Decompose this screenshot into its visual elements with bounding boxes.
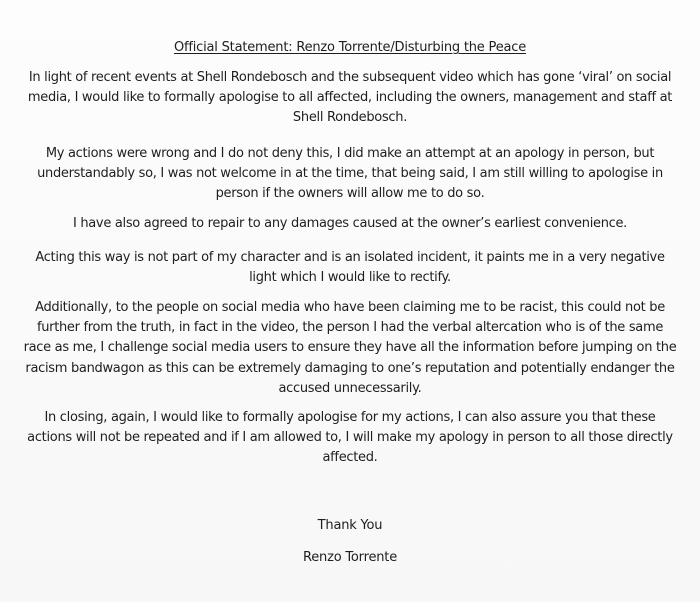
closing-thank-you: Thank You: [317, 518, 383, 533]
paragraph-racism-claims: Additionally, to the people on social media who have been claiming me to be racist, this could not be further from the truth, in fact in the video, the person I had the verbal altercation who is of the same race as me, I challenge social media users to ensure they have all the information before jumping on the racism bandwagon as this can be extremely damaging to one’s reputation and potentially endanger the accused unnecessarily.: [23, 300, 677, 396]
paragraph-actions-wrong: My actions were wrong and I do not deny this, I did make an attempt at an apology in person, but understandably so, I was not welcome in at the time, that being said, I am still willing to apologise in person if the owners will allow me to do so.: [37, 146, 663, 202]
paragraph-apology-intro: In light of recent events at Shell Rondebosch and the subsequent video which has gone ‘viral’ on social media, I would like to formally apologise to all affected, including the owners, management and staff at Shell Rondebosch.: [27, 70, 673, 126]
signature-name: Renzo Torrente: [303, 550, 397, 565]
paragraph-closing: In closing, again, I would like to formally apologise for my actions, I can also assure you that these actions will not be repeated and if I am allowed to, I will make my apology in person to all those directly affected.: [27, 410, 673, 466]
paragraph-character: Acting this way is not part of my character and is an isolated incident, it paints me in a very negative light which I would like to rectify.: [35, 250, 665, 286]
paragraph-repair-damages: I have also agreed to repair to any damages caused at the owner’s earliest convenience.: [72, 216, 628, 231]
statement-title: Official Statement: Renzo Torrente/Disturbing the Peace: [173, 40, 527, 55]
